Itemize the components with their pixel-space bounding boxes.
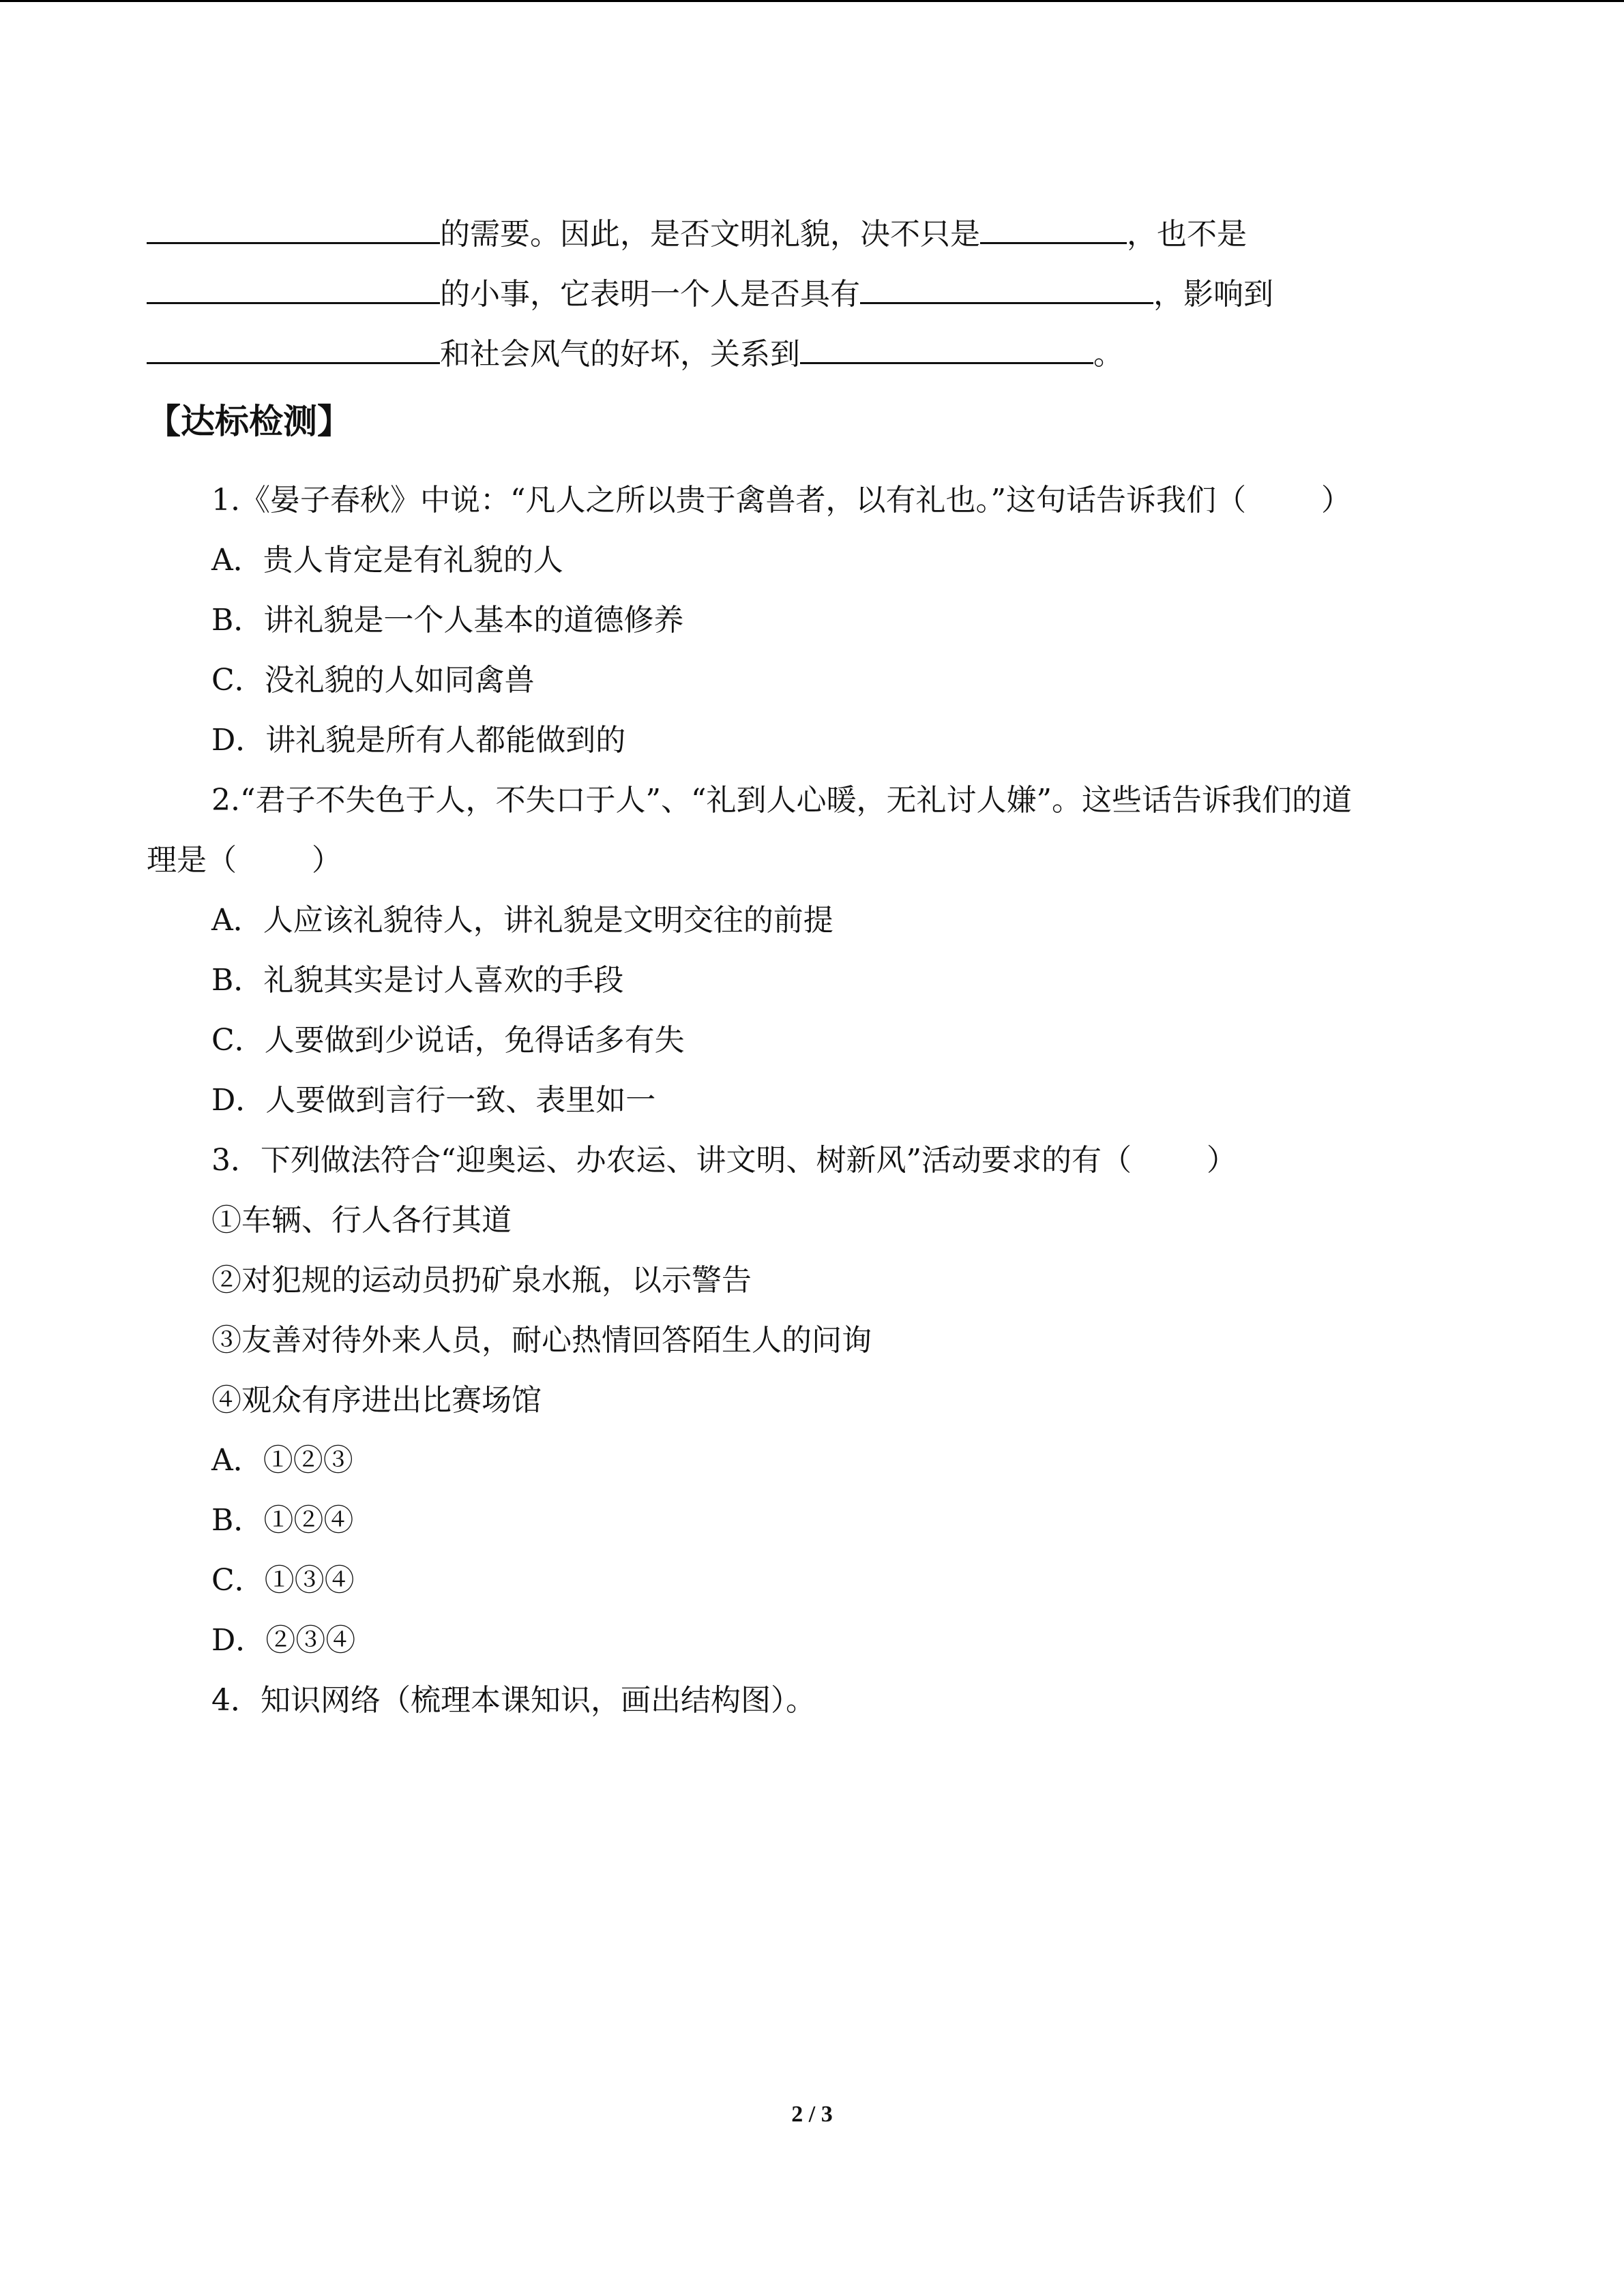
question-3-stem: 3．下列做法符合“迎奥运、办农运、讲文明、树新风”活动要求的有（ ） <box>211 1143 1237 1178</box>
q3-item-3: ③友善对待外来人员，耐心热情回答陌生人的问询 <box>211 1323 872 1358</box>
q1-option-b: B．讲礼貌是一个人基本的道德修养 <box>211 603 684 638</box>
q2-option-a: A．人应该礼貌待人，讲礼貌是文明交往的前提 <box>211 903 833 938</box>
q2-option-c: C．人要做到少说话，免得话多有失 <box>211 1023 685 1058</box>
q1-option-d: D．讲礼貌是所有人都能做到的 <box>211 723 626 758</box>
q3-item-4: ④观众有序进出比赛场馆 <box>211 1383 542 1418</box>
question-4-stem: 4．知识网络（梳理本课知识，画出结构图）。 <box>211 1683 816 1718</box>
q3-item-1: ①车辆、行人各行其道 <box>211 1203 512 1238</box>
blank-field[interactable] <box>147 213 440 244</box>
question-2-stem: 2.“君子不失色于人，不失口于人”、“礼到人心暖，无礼讨人嫌”。这些话告诉我们的道 <box>211 783 1352 818</box>
q3-option-a: A．①②③ <box>211 1443 353 1478</box>
fill-blank-line-3: 和社会风气的好坏，关系到 。 <box>147 325 1123 385</box>
page-number: 2 / 3 <box>791 2102 833 2127</box>
section-title: 【达标检测】 <box>147 401 351 441</box>
q3-option-b: B．①②④ <box>211 1503 354 1538</box>
fill-blank-line-1: 的需要。因此，是否文明礼貌，决不只是 ，也不是 <box>147 205 1247 265</box>
q2-option-d: D．人要做到言行一致、表里如一 <box>211 1083 656 1118</box>
q3-option-c: C．①③④ <box>211 1563 355 1598</box>
blank-field[interactable] <box>980 213 1127 244</box>
q1-option-c: C．没礼貌的人如同禽兽 <box>211 663 535 698</box>
blank-field[interactable] <box>800 333 1093 364</box>
blank-field[interactable] <box>147 333 440 364</box>
q2-option-b: B．礼貌其实是讨人喜欢的手段 <box>211 963 624 998</box>
fill-blank-line-2: 的小事，它表明一个人是否具有 ，影响到 <box>147 265 1273 325</box>
q1-option-a: A．贵人肯定是有礼貌的人 <box>211 543 563 578</box>
question-1-stem: 1.《晏子春秋》中说：“凡人之所以贵于禽兽者，以有礼也。”这句话告诉我们（ ） <box>211 483 1351 518</box>
blank-field[interactable] <box>147 273 440 304</box>
q3-option-d: D．②③④ <box>211 1623 356 1658</box>
blank-field[interactable] <box>860 273 1153 304</box>
question-2-stem-cont: 理是（ ） <box>147 843 342 878</box>
q3-item-2: ②对犯规的运动员扔矿泉水瓶，以示警告 <box>211 1263 752 1298</box>
